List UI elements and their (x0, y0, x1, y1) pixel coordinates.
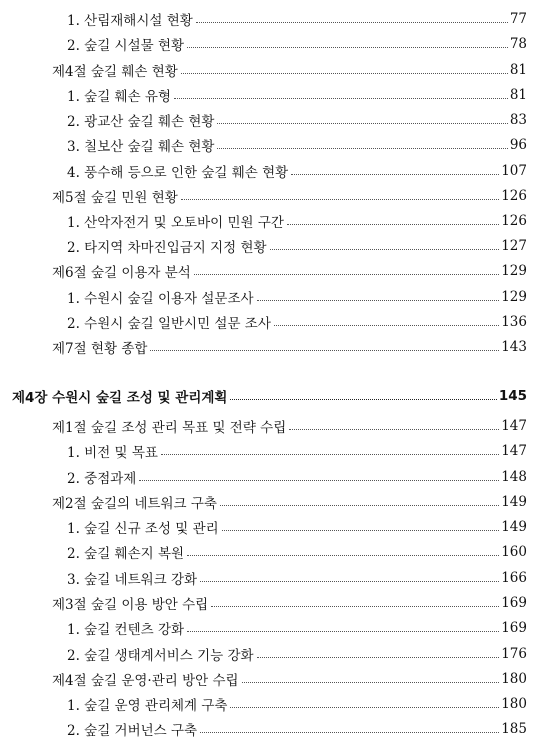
toc-entry (67, 644, 527, 664)
toc-entry (67, 135, 527, 155)
toc-section (52, 416, 527, 436)
toc-entry-page: 81 (509, 87, 527, 103)
dot-leader (230, 399, 496, 400)
dot-leader (194, 274, 499, 275)
toc-entry (67, 110, 527, 130)
toc-chapter (12, 386, 527, 406)
toc-entry-title: 제4장 수원시 숲길 조성 및 관리계획 (12, 390, 228, 406)
toc-entry (67, 441, 527, 461)
toc-entry-title: 2. 숲길 생태계서비스 기능 강화 (67, 648, 254, 664)
toc-entry (67, 236, 527, 256)
toc-entry-title: 1. 산악자전거 및 오토바이 민원 구간 (67, 215, 284, 231)
toc-entry-page: 127 (501, 238, 527, 254)
toc-entry (67, 467, 527, 487)
toc-entry-page: 81 (509, 62, 527, 78)
toc-entry-page: 149 (501, 494, 527, 510)
toc-entry-title: 3. 숲길 네트워크 강화 (67, 572, 198, 588)
toc-section (52, 492, 527, 512)
toc-entry-title: 2. 숲길 시설물 현황 (67, 38, 185, 54)
toc-section (52, 60, 527, 80)
dot-leader (200, 581, 499, 582)
toc-section (52, 261, 527, 281)
toc-entry-page: 126 (501, 188, 527, 204)
toc-entry-page: 77 (509, 11, 527, 27)
dot-leader (150, 350, 499, 351)
dot-leader (174, 98, 508, 99)
toc-entry-page: 176 (501, 646, 527, 662)
toc-entry-title: 제7절 현황 종합 (52, 341, 148, 357)
dot-leader (187, 631, 499, 632)
toc-entry-title: 제6절 숲길 이용자 분석 (52, 265, 191, 281)
toc-entry-page: 180 (501, 671, 527, 687)
dot-leader (291, 174, 499, 175)
toc-entry-page: 169 (501, 620, 527, 636)
toc-entry-title: 제2절 숲길의 네트워크 구축 (52, 496, 217, 512)
toc-entry-title: 1. 숲길 훼손 유형 (67, 89, 171, 105)
dot-leader (181, 199, 499, 200)
toc-entry-title: 1. 숲길 컨텐츠 강화 (67, 622, 185, 638)
toc-entry-page: 143 (501, 339, 527, 355)
toc-entry-page: 149 (501, 519, 527, 535)
toc-section (52, 186, 527, 206)
toc-entry-page: 147 (501, 443, 527, 459)
toc-entry (67, 287, 527, 307)
dot-leader (242, 682, 500, 683)
toc-entry-title: 1. 산림재해시설 현황 (67, 13, 193, 29)
toc-entry (67, 542, 527, 562)
dot-leader (230, 707, 499, 708)
toc-entry-title: 제5절 숲길 민원 현황 (52, 190, 178, 206)
dot-leader (187, 47, 508, 48)
dot-leader (200, 732, 499, 733)
toc-entry (67, 568, 527, 588)
dot-leader (211, 606, 499, 607)
toc-entry-page: 169 (501, 595, 527, 611)
toc-entry-page: 126 (501, 213, 527, 229)
toc-entry (67, 694, 527, 714)
toc-entry-title: 제4절 숲길 훼손 현황 (52, 64, 178, 80)
dot-leader (222, 530, 500, 531)
toc-entry (67, 34, 527, 54)
dot-leader (257, 657, 500, 658)
toc-section (52, 593, 527, 613)
toc-entry-page: 148 (501, 469, 527, 485)
toc-entry-title: 2. 중점과제 (67, 471, 137, 487)
toc-entry-title: 1. 수원시 숲길 이용자 설문조사 (67, 291, 254, 307)
dot-leader (181, 73, 508, 74)
dot-leader (270, 249, 500, 250)
toc-entry (67, 618, 527, 638)
toc-entry-title: 2. 숲길 거버넌스 구축 (67, 723, 198, 739)
toc-section (52, 669, 527, 689)
toc-entry-title: 4. 풍수해 등으로 인한 숲길 훼손 현황 (67, 165, 289, 181)
dot-leader (217, 123, 507, 124)
toc-entry-page: 180 (501, 696, 527, 712)
toc-entry-page: 78 (509, 36, 527, 52)
toc-entry (67, 161, 527, 181)
dot-leader (139, 480, 499, 481)
toc-entry-title: 2. 광교산 숲길 훼손 현황 (67, 114, 215, 130)
dot-leader (196, 22, 508, 23)
toc-entry-page: 147 (501, 418, 527, 434)
toc-entry (67, 9, 527, 29)
toc-entry-title: 1. 숲길 운영 관리체계 구축 (67, 698, 228, 714)
dot-leader (274, 325, 499, 326)
toc-entry-title: 2. 숲길 훼손지 복원 (67, 546, 185, 562)
toc-entry-title: 제4절 숲길 운영·관리 방안 수립 (52, 673, 239, 689)
toc-entry-title: 2. 타지역 차마진입금지 지정 현황 (67, 240, 267, 256)
toc-section (52, 337, 527, 357)
toc-entry-title: 제1절 숲길 조성 관리 목표 및 전략 수립 (52, 420, 287, 436)
toc-entry-page: 185 (501, 721, 527, 737)
toc-entry-page: 145 (498, 388, 527, 404)
toc-entry-page: 129 (501, 289, 527, 305)
toc-entry-page: 83 (509, 112, 527, 128)
toc-entry-page: 129 (501, 263, 527, 279)
dot-leader (287, 224, 499, 225)
dot-leader (289, 429, 499, 430)
dot-leader (161, 454, 499, 455)
toc-entry-title: 2. 수원시 숲길 일반시민 설문 조사 (67, 316, 271, 332)
toc-entry-page: 96 (509, 137, 527, 153)
toc-entry (67, 312, 527, 332)
toc-entry-page: 160 (501, 544, 527, 560)
toc-entry (67, 719, 527, 739)
toc-entry-page: 166 (501, 570, 527, 586)
toc-entry (67, 517, 527, 537)
dot-leader (257, 300, 500, 301)
toc-entry-title: 1. 숲길 신규 조성 및 관리 (67, 521, 219, 537)
toc-entry (67, 211, 527, 231)
toc-entry (67, 85, 527, 105)
dot-leader (220, 505, 499, 506)
toc-entry-page: 107 (501, 163, 527, 179)
dot-leader (187, 555, 499, 556)
dot-leader (217, 148, 507, 149)
toc-entry-title: 3. 칠보산 숲길 훼손 현황 (67, 139, 215, 155)
toc-entry-title: 제3절 숲길 이용 방안 수립 (52, 597, 209, 613)
toc-entry-title: 1. 비전 및 목표 (67, 445, 158, 461)
toc-entry-page: 136 (501, 314, 527, 330)
